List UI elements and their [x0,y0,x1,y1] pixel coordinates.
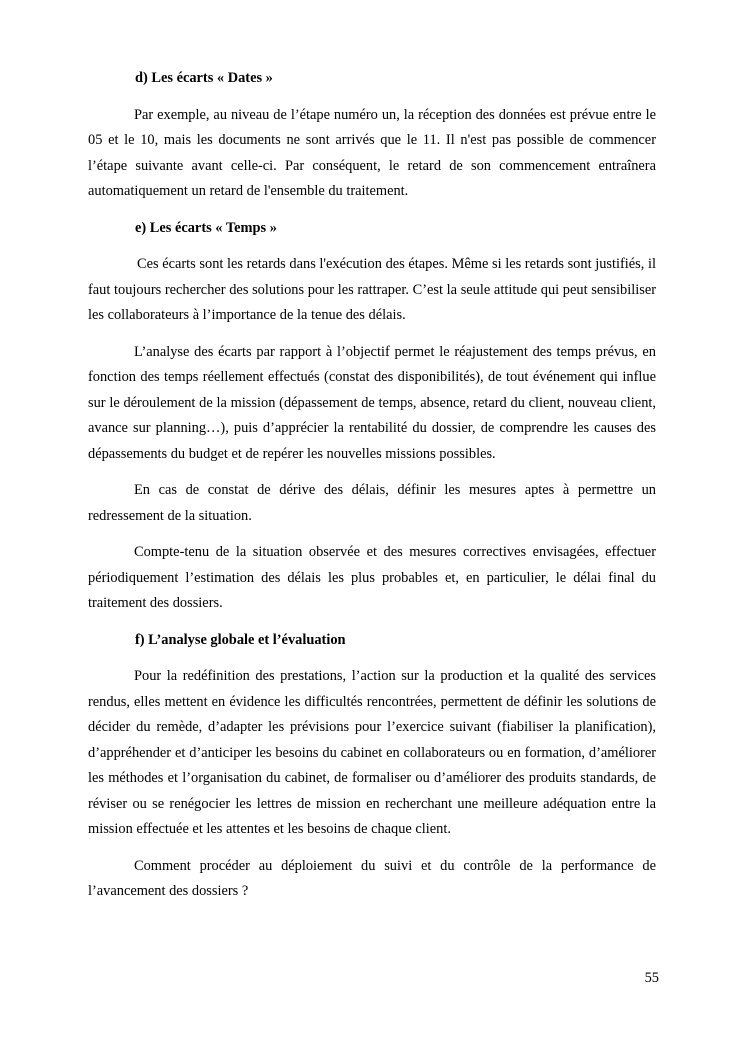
paragraph-redefinition-prestations: Pour la redéfinition des prestations, l’action sur la production et la qualité des services rendus, elles mettent en évidence les difficultés rencontrées, permettent de définir les solutions de décider du remède, d’adapter les prévisions pour l’exercice suivant (fiabiliser la planification), d’appréhender et d’anticiper les besoins du cabinet en collaborateurs ou en formation, d’améliorer les méthodes et l’organisation du cabinet, de formaliser ou d’améliorer des produits standards, de réviser ou se renégocier les lettres de mission en recherchant une meilleure adéquation entre la mission effectuée et les attentes et les besoins de chaque client. [88,668,656,837]
paragraph-estimation-delais: Compte-tenu de la situation observée et des mesures correctives envisagées, effectuer périodiquement l’estimation des délais les plus probables et, en particulier, le délai final du traitement des dossiers. [88,544,656,611]
page-number: 55 [644,970,659,986]
paragraph-analyse-ecarts: L’analyse des écarts par rapport à l’objectif permet le réajustement des temps prévus, en fonction des temps réellement effectués (constat des disponibilités), de tout événement qui influe sur le déroulement de la mission (dépassement de temps, absence, retard du client, nouveau client, avance sur planning…), puis d’apprécier la rentabilité du dossier, de comprendre les causes des dépassements du budget et de repérer les nouvelles missions possibles. [88,343,656,462]
paragraph-temps-retards: Ces écarts sont les retards dans l'exécution des étapes. Même si les retards sont justifiés, il faut toujours rechercher des solutions pour les rattraper. C’est la seule attitude qui peut sensibiliser les collaborateurs à l’importance de la tenue des délais. [88,256,656,323]
paragraph-question-deploiement: Comment procéder au déploiement du suivi et du contrôle de la performance de l’avancement des dossiers ? [88,857,656,899]
document-page [88,66,656,916]
section-heading-dates: d) Les écarts « Dates » [135,70,273,86]
section-heading-temps: e) Les écarts « Temps » [135,219,277,236]
paragraph-derive-delais: En cas de constat de dérive des délais, définir les mesures aptes à permettre un redressement de la situation. [88,482,656,524]
section-heading-analyse-globale: f) L’analyse globale et l’évaluation [135,631,346,648]
paragraph-dates-example: Par exemple, au niveau de l’étape numéro un, la réception des données est prévue entre le 05 et le 10, mais les documents ne sont arrivés que le 11. Il n'est pas possible de commencer l’étape suivante avant celle-ci. Par conséquent, le retard de son commencement entraînera automatiquement un retard de l'ensemble du traitement. [88,106,656,199]
